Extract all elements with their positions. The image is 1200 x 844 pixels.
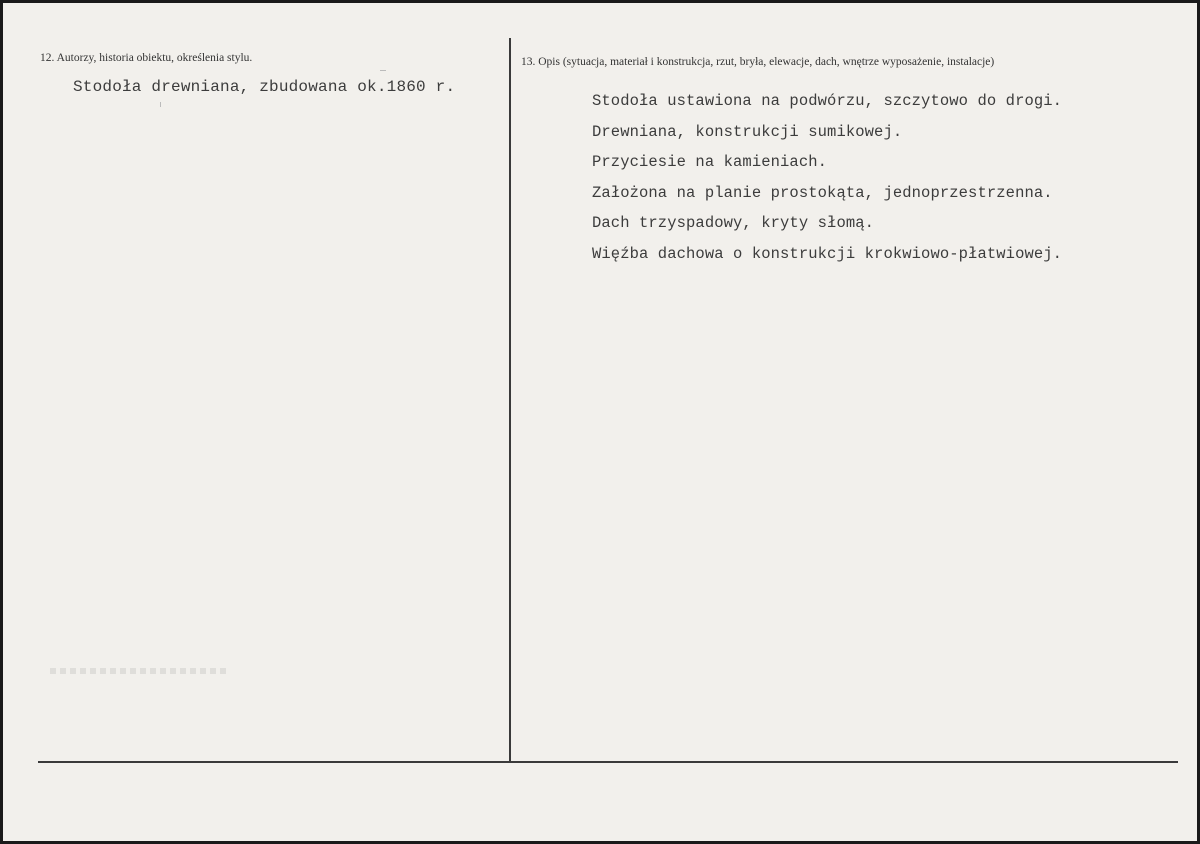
description-line: Założona na planie prostokąta, jednoprzestrzenna. xyxy=(592,183,1053,202)
description-line: Więźba dachowa o konstrukcji krokwiowo-płatwiowej. xyxy=(592,244,1063,263)
description-line: Przyciesie na kamieniach. xyxy=(592,153,828,171)
section-13-description xyxy=(592,90,1062,273)
description-line: Drewniana, konstrukcji sumikowej. xyxy=(592,122,903,141)
faded-stamp-trace xyxy=(50,668,230,674)
paper-speck xyxy=(380,70,386,71)
column-divider xyxy=(509,38,511,762)
paper-speck xyxy=(160,102,161,107)
section-13-label: 13. Opis (sytuacja, materiał i konstrukcja, rzut, bryła, elewacje, dach, wnętrze wyposażenie, instalacje) xyxy=(521,56,995,68)
section-12-text: Stodoła drewniana, zbudowana ok.1860 r. xyxy=(73,78,456,96)
section-12-label: 12. Autorzy, historia obiektu, określenia stylu. xyxy=(40,52,253,64)
description-line: Dach trzyspadowy, kryty słomą. xyxy=(592,214,875,232)
description-line: Stodoła ustawiona na podwórzu, szczytowo do drogi. xyxy=(592,92,1063,110)
bottom-rule xyxy=(38,761,1178,763)
